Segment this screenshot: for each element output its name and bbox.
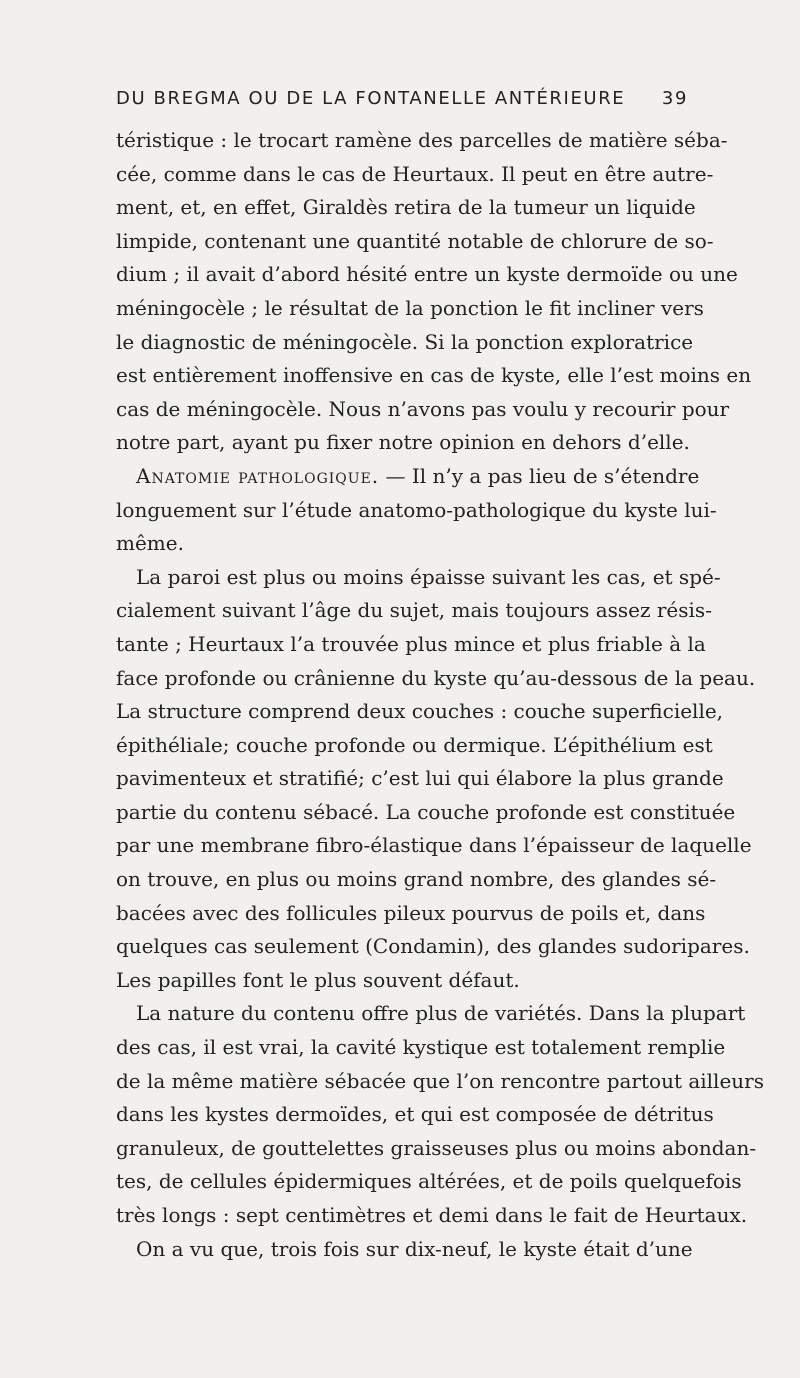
text-line: limpide, contenant une quantité notable de chlorure de so- bbox=[116, 228, 714, 253]
body-text bbox=[116, 124, 764, 1266]
text-line: tante ; Heurtaux l’a trouvée plus mince et plus friable à la bbox=[116, 631, 706, 656]
text-line: dium ; il avait d’abord hésité entre un kyste dermoïde ou une bbox=[116, 262, 738, 287]
running-head bbox=[116, 88, 688, 116]
text-line: bacées avec des follicules pileux pourvus de poils et, dans bbox=[116, 900, 706, 925]
text-line: des cas, il est vrai, la cavité kystique est totalement remplie bbox=[116, 1035, 726, 1060]
text-line: méningocèle ; le résultat de la ponction le fit incliner vers bbox=[116, 295, 704, 320]
page-number: 39 bbox=[661, 88, 688, 109]
running-head-title: DU BREGMA OU DE LA FONTANELLE ANTÉRIEURE bbox=[116, 88, 626, 109]
text-line: tes, de cellules épidermiques altérées, et de poils quelquefois bbox=[116, 1169, 742, 1194]
paragraph-first-line: La nature du contenu offre plus de variétés. Dans la plupart bbox=[136, 1001, 746, 1026]
text-line: longuement sur l’étude anatomo-pathologique du kyste lui- bbox=[116, 497, 717, 522]
text-line: cialement suivant l’âge du sujet, mais toujours assez résis- bbox=[116, 598, 712, 623]
text-line: le diagnostic de méningocèle. Si la ponction exploratrice bbox=[116, 329, 694, 354]
text-line: granuleux, de gouttelettes graisseuses plus ou moins abondan- bbox=[116, 1135, 757, 1160]
text-line: La structure comprend deux couches : couche superficielle, bbox=[116, 699, 724, 724]
text-line: Les papilles font le plus souvent défaut. bbox=[116, 967, 520, 992]
text-line: quelques cas seulement (Condamin), des glandes sudoripares. bbox=[116, 934, 750, 959]
text-line: face profonde ou crânienne du kyste qu’au-dessous de la peau. bbox=[116, 665, 756, 690]
text-line: notre part, ayant pu fixer notre opinion en dehors d’elle. bbox=[116, 430, 690, 455]
text-line: cas de méningocèle. Nous n’avons pas voulu y recourir pour bbox=[116, 396, 730, 421]
section-first-line bbox=[116, 460, 700, 494]
text-line: épithéliale; couche profonde ou dermique. L’épithélium est bbox=[116, 732, 713, 757]
text-line: ment, et, en effet, Giraldès retira de la tumeur un liquide bbox=[116, 195, 696, 220]
section-first-line-text: — Il n’y a pas lieu de s’étendre bbox=[379, 463, 700, 488]
text-line: de la même matière sébacée que l’on rencontre partout ailleurs bbox=[116, 1068, 764, 1093]
text-line: très longs : sept centimètres et demi dans le fait de Heurtaux. bbox=[116, 1203, 748, 1227]
text-line: téristique : le trocart ramène des parcelles de matière séba- bbox=[116, 128, 728, 152]
text-line: On a vu que, trois fois sur dix-neuf, le kyste était d’une bbox=[136, 1236, 693, 1261]
section-heading: Anatomie pathologique. bbox=[136, 463, 380, 488]
paragraph-first-line: La paroi est plus ou moins épaisse suivant les cas, et spé- bbox=[136, 564, 721, 589]
text-line: on trouve, en plus ou moins grand nombre, des glandes sé- bbox=[116, 867, 717, 892]
text-line: par une membrane fibro-élastique dans l’épaisseur de laquelle bbox=[116, 833, 752, 858]
text-line: pavimenteux et stratifié; c’est lui qui élabore la plus grande bbox=[116, 766, 724, 791]
text-line: partie du contenu sébacé. La couche profonde est constituée bbox=[116, 799, 736, 824]
text-line: cée, comme dans le cas de Heurtaux. Il peut en être autre- bbox=[116, 161, 714, 186]
text-line: dans les kystes dermoïdes, et qui est composée de détritus bbox=[116, 1102, 714, 1127]
text-line: est entièrement inoffensive en cas de kyste, elle l’est moins en bbox=[116, 363, 752, 388]
text-line: même. bbox=[116, 531, 184, 556]
